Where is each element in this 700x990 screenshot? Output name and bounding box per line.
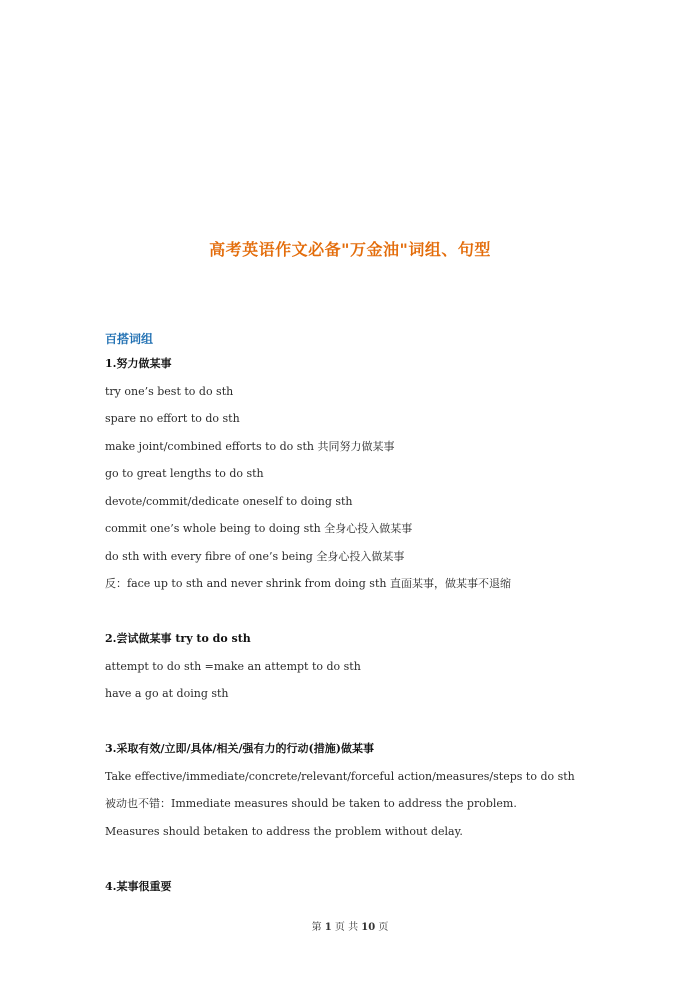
- document-body: [105, 356, 665, 906]
- group-spacer: [105, 851, 665, 879]
- phrase-line: 反：face up to sth and never shrink from doing sth 直面某事，做某事不退缩: [105, 577, 511, 590]
- footer-prefix: 第: [311, 922, 322, 933]
- phrase-line: try one’s best to do sth: [105, 384, 234, 398]
- group-heading: 3.采取有效/立即/具体/相关/强有力的行动(措施)做某事: [105, 742, 374, 755]
- total-pages-number: 10: [361, 922, 376, 933]
- page-footer: [0, 918, 700, 933]
- phrase-line: 被动也不错：Immediate measures should be taken to address the problem.: [105, 797, 517, 810]
- phrase-line: go to great lengths to do sth: [105, 467, 264, 480]
- phrase-line: devote/commit/dedicate oneself to doing sth: [105, 494, 353, 508]
- footer-suffix: 页: [378, 922, 389, 933]
- section-heading: 百搭词组: [105, 332, 154, 346]
- phrase-line: attempt to do sth =make an attempt to do sth: [105, 659, 361, 673]
- phrase-line: have a go at doing sth: [105, 687, 229, 700]
- phrase-line: commit one’s whole being to doing sth 全身心投入做某事: [105, 522, 413, 535]
- phrase-line: spare no effort to do sth: [105, 412, 240, 425]
- group-heading: 1.努力做某事: [105, 357, 172, 370]
- phrase-line: do sth with every fibre of one’s being 全身心投入做某事: [105, 549, 405, 563]
- group-spacer: [105, 604, 665, 632]
- group-heading: 4.某事很重要: [105, 879, 172, 893]
- footer-middle: 页 共: [334, 922, 359, 933]
- group-heading: 2.尝试做某事 try to do sth: [105, 632, 251, 645]
- phrase-line: make joint/combined efforts to do sth 共同努力做某事: [105, 439, 395, 453]
- current-page-number: 1: [324, 922, 332, 933]
- group-spacer: [105, 714, 665, 742]
- phrase-line: Measures should betaken to address the problem without delay.: [105, 824, 463, 838]
- document-title: 高考英语作文必备"万金油"词组、句型: [209, 240, 491, 259]
- phrase-line: Take effective/immediate/concrete/relevant/forceful action/measures/steps to do sth: [105, 769, 575, 783]
